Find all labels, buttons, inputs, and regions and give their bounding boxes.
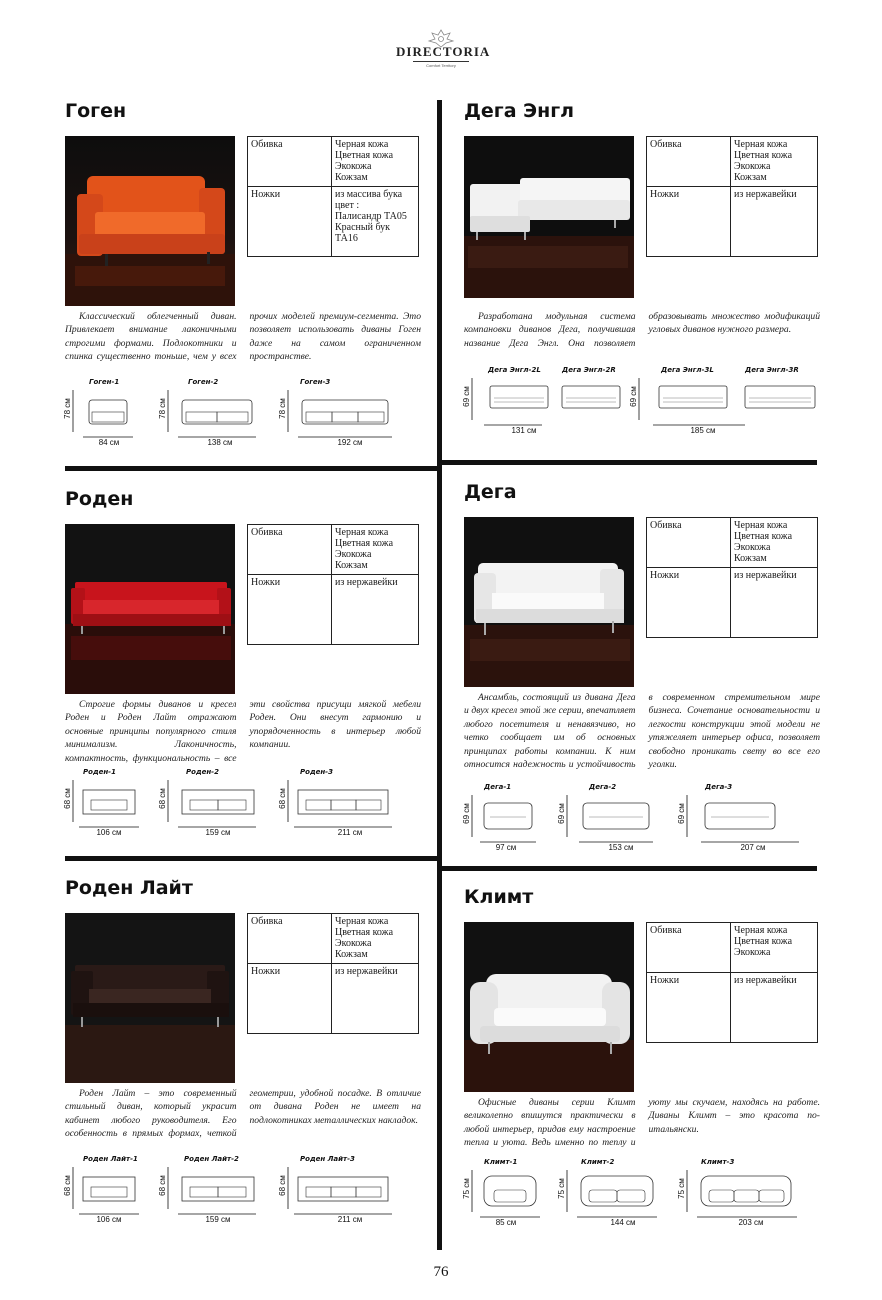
spec-legs-values: из нержавейки — [332, 964, 419, 1034]
model-width: 211 см — [337, 1215, 363, 1224]
model-dega-1 — [461, 783, 564, 863]
model-height: 69 см — [461, 386, 471, 407]
spec-table — [646, 517, 818, 638]
model-height: 78 см — [157, 398, 167, 419]
product-title: Роден — [65, 488, 134, 510]
spec-table — [646, 136, 818, 257]
model-width: 97 см — [495, 843, 517, 852]
center-divider — [437, 100, 442, 1250]
spec-upholstery-label: Обивка — [647, 137, 731, 187]
spec-legs-label: Ножки — [647, 568, 731, 638]
model-height: 68 см — [157, 788, 167, 809]
model-height: 69 см — [628, 386, 638, 407]
model-height: 75 см — [676, 1178, 686, 1199]
section-dega — [461, 481, 836, 861]
model-height: 69 см — [556, 803, 566, 824]
model-height: 68 см — [277, 788, 287, 809]
model-width: 138 см — [207, 438, 233, 447]
product-title: Роден Лайт — [65, 877, 193, 899]
model-name: Роден-1 — [83, 768, 116, 776]
spec-legs-values: из нержавейки — [332, 575, 419, 645]
spec-table — [247, 136, 419, 257]
model-height: 75 см — [461, 1178, 471, 1199]
spec-upholstery-label: Обивка — [248, 914, 332, 964]
brand-tagline: Comfort Territory — [413, 61, 469, 68]
page-number: 76 — [433, 1264, 449, 1280]
section-roden — [62, 488, 437, 848]
model-dega-engl-3r — [690, 366, 829, 446]
white-klimt-sofa-photo — [464, 922, 634, 1092]
brand-name: DIRECTORIA — [396, 44, 491, 59]
model-width: 203 см — [738, 1218, 764, 1227]
model-klimt-1 — [461, 1158, 564, 1238]
spec-upholstery-label: Обивка — [647, 923, 731, 973]
model-dega-3 — [676, 783, 819, 863]
spec-table — [247, 913, 419, 1034]
model-klimt-2 — [556, 1158, 679, 1238]
section-klimt — [461, 886, 836, 1246]
sofa-outline-icon — [157, 386, 290, 446]
spec-legs-values: из нержавейки — [731, 568, 818, 638]
spec-legs-label: Ножки — [248, 575, 332, 645]
product-photo — [65, 136, 235, 306]
row-divider-2-right — [437, 866, 817, 871]
model-width: 211 см — [337, 828, 363, 837]
product-description: Строгие формы диванов и кресел Роден и Роден Лайт отражают основные принципы популярного стиля минимализм. Лаконичность, компактность, функциональность – все эти свойства присущи мягкой мебели Роден. Они внесут гармонию и упорядоченность в интерьер любой компании. — [65, 699, 421, 764]
product-photo — [65, 913, 235, 1083]
model-width: 159 см — [205, 828, 231, 837]
model-gogen-3 — [277, 378, 420, 458]
product-photo — [464, 517, 634, 687]
product-description: Ансамбль, состоящий из дивана Дега и двух кресел этой же серии, впечатляет любого посетителя и ненавязчиво, но четко сообщает им об основных принципах работы компании. К ним относится надежность и устойчивость в современном стремительном мире бизнеса. Сочетание основательности и легкости конструкции этой модели не утяжеляет интерьер офиса, позволяет свободно проникать свету во все его уголки. — [464, 692, 820, 771]
model-height: 68 см — [62, 1175, 72, 1196]
model-name: Дега Энгл-2L — [488, 366, 541, 374]
product-title: Дега Энгл — [464, 100, 575, 122]
model-width: 144 см — [610, 1218, 636, 1227]
spec-upholstery-values: Черная кожа Цветная кожа Экокожа Кожзам — [332, 525, 419, 575]
spec-legs-label: Ножки — [248, 964, 332, 1034]
model-height: 78 см — [277, 398, 287, 419]
model-width: 192 см — [337, 438, 363, 447]
model-dimensions — [62, 768, 437, 848]
model-width: 106 см — [96, 828, 122, 837]
product-description: Офисные диваны серии Климт великолепно впишутся практически в любой интерьер, придав ему настроение тепла и уюта. Ведь именно по теплу и уюту мы скучаем, находясь на работе. Диваны Климт – это красота по-итальянски. — [464, 1097, 820, 1149]
sofa-outline-icon — [157, 776, 290, 836]
model-dimensions — [62, 1155, 437, 1235]
product-photo — [65, 524, 235, 694]
sofa-outline-icon — [461, 791, 564, 851]
row-divider-1-right — [437, 460, 817, 465]
spec-upholstery-values: Черная кожа Цветная кожа Экокожа — [731, 923, 818, 973]
spec-upholstery-label: Обивка — [647, 518, 731, 568]
product-description: Роден Лайт – это современный стильный диван, который украсит кабинет любого руководителя. Его особенность в прямых формах, четкой геометрии, удобной посадке. В отличие от дивана Роден не имеет на подлокотниках металлических накладок. — [65, 1088, 421, 1140]
sofa-outline-icon — [676, 791, 819, 851]
orange-sofa-photo — [65, 136, 235, 306]
spec-upholstery-values: Черная кожа Цветная кожа Экокожа Кожзам — [332, 914, 419, 964]
model-dimensions — [461, 783, 836, 863]
brand-logo — [396, 28, 491, 78]
sofa-outline-icon — [277, 386, 420, 446]
model-name: Климт-1 — [484, 1158, 518, 1166]
model-gogen-2 — [157, 378, 290, 458]
model-width: 207 см — [740, 843, 766, 852]
white-corner-sofa-photo — [464, 136, 634, 298]
spec-upholstery-values: Черная кожа Цветная кожа Экокожа Кожзам — [332, 137, 419, 187]
sofa-outline-icon — [544, 374, 634, 434]
model-name: Гоген-3 — [300, 378, 331, 386]
model-height: 68 см — [157, 1175, 167, 1196]
product-title: Гоген — [65, 100, 127, 122]
sofa-outline-icon — [729, 374, 829, 434]
model-width: 85 см — [495, 1218, 517, 1227]
spec-table — [247, 524, 419, 645]
model-roden-lait-2 — [157, 1155, 290, 1235]
product-title: Климт — [464, 886, 534, 908]
model-height: 68 см — [277, 1175, 287, 1196]
model-width: 185 см — [690, 426, 716, 435]
spec-table — [646, 922, 818, 1043]
model-roden-2 — [157, 768, 290, 848]
model-name: Дега-2 — [589, 783, 617, 791]
sofa-outline-icon — [556, 791, 679, 851]
sofa-outline-icon — [277, 776, 420, 836]
model-height: 69 см — [461, 803, 471, 824]
product-photo — [464, 136, 634, 298]
red-sofa-photo — [65, 524, 235, 694]
product-description: Разработана модульная система компановки диванов Дега, получившая название Дега Энгл. Она позволяет образовывать множество модификаций угловых диванов нужного размера. — [464, 311, 820, 349]
spec-legs-values: из массива бука цвет : Палисандр ТА05 Красный бук ТА16 — [332, 187, 419, 257]
model-roden-lait-3 — [277, 1155, 420, 1235]
model-name: Роден Лайт-2 — [184, 1155, 239, 1163]
model-name: Климт-2 — [581, 1158, 615, 1166]
model-dimensions — [62, 378, 437, 458]
row-divider-1-left — [65, 466, 442, 471]
model-name: Дега Энгл-3L — [661, 366, 714, 374]
model-klimt-3 — [676, 1158, 819, 1238]
spec-legs-label: Ножки — [248, 187, 332, 257]
model-name: Роден-2 — [186, 768, 219, 776]
spec-legs-values: из нержавейки — [731, 973, 818, 1043]
model-height: 75 см — [556, 1178, 566, 1199]
spec-upholstery-label: Обивка — [248, 137, 332, 187]
product-description: Классический облегченный диван. Привлекает внимание лаконичными строгими формами. Подлокотники и спинка существенно тоньше, чем у всех прочих моделей премиум-сегмента. Это позволяет использовать диваны Гоген даже на самом ограниченном пространстве. — [65, 311, 421, 363]
model-name: Дега-1 — [484, 783, 512, 791]
model-width: 159 см — [205, 1215, 231, 1224]
spec-legs-label: Ножки — [647, 187, 731, 257]
model-name: Дега Энгл-2R — [562, 366, 616, 374]
model-name: Дега-3 — [705, 783, 733, 791]
model-width: 153 см — [608, 843, 634, 852]
model-dega-2 — [556, 783, 679, 863]
model-height: 69 см — [676, 803, 686, 824]
sofa-outline-icon — [277, 1163, 420, 1223]
model-name: Дега Энгл-3R — [745, 366, 799, 374]
model-width: 84 см — [98, 438, 120, 447]
row-divider-2-left — [65, 856, 442, 861]
model-width: 106 см — [96, 1215, 122, 1224]
model-dimensions — [461, 1158, 836, 1238]
product-title: Дега — [464, 481, 517, 503]
white-sofa-photo — [464, 517, 634, 687]
sofa-outline-icon — [461, 1166, 564, 1226]
section-dega-engl — [461, 100, 836, 450]
model-name: Роден-3 — [300, 768, 333, 776]
spec-upholstery-label: Обивка — [248, 525, 332, 575]
spec-legs-values: из нержавейки — [731, 187, 818, 257]
sofa-outline-icon — [676, 1166, 819, 1226]
model-name: Роден Лайт-3 — [300, 1155, 355, 1163]
model-name: Климт-3 — [701, 1158, 735, 1166]
spec-upholstery-values: Черная кожа Цветная кожа Экокожа Кожзам — [731, 137, 818, 187]
product-photo — [464, 922, 634, 1092]
spec-upholstery-values: Черная кожа Цветная кожа Экокожа Кожзам — [731, 518, 818, 568]
model-roden-3 — [277, 768, 420, 848]
model-name: Гоген-1 — [89, 378, 120, 386]
sofa-outline-icon — [157, 1163, 290, 1223]
spec-legs-label: Ножки — [647, 973, 731, 1043]
model-name: Гоген-2 — [188, 378, 219, 386]
dark-sofa-photo — [65, 913, 235, 1083]
section-roden-lait — [62, 877, 437, 1237]
model-dimensions — [461, 366, 836, 446]
sofa-outline-icon — [556, 1166, 679, 1226]
model-name: Роден Лайт-1 — [83, 1155, 138, 1163]
model-height: 78 см — [62, 398, 72, 419]
section-gogen — [62, 100, 437, 460]
model-height: 68 см — [62, 788, 72, 809]
model-width: 131 см — [511, 426, 537, 435]
